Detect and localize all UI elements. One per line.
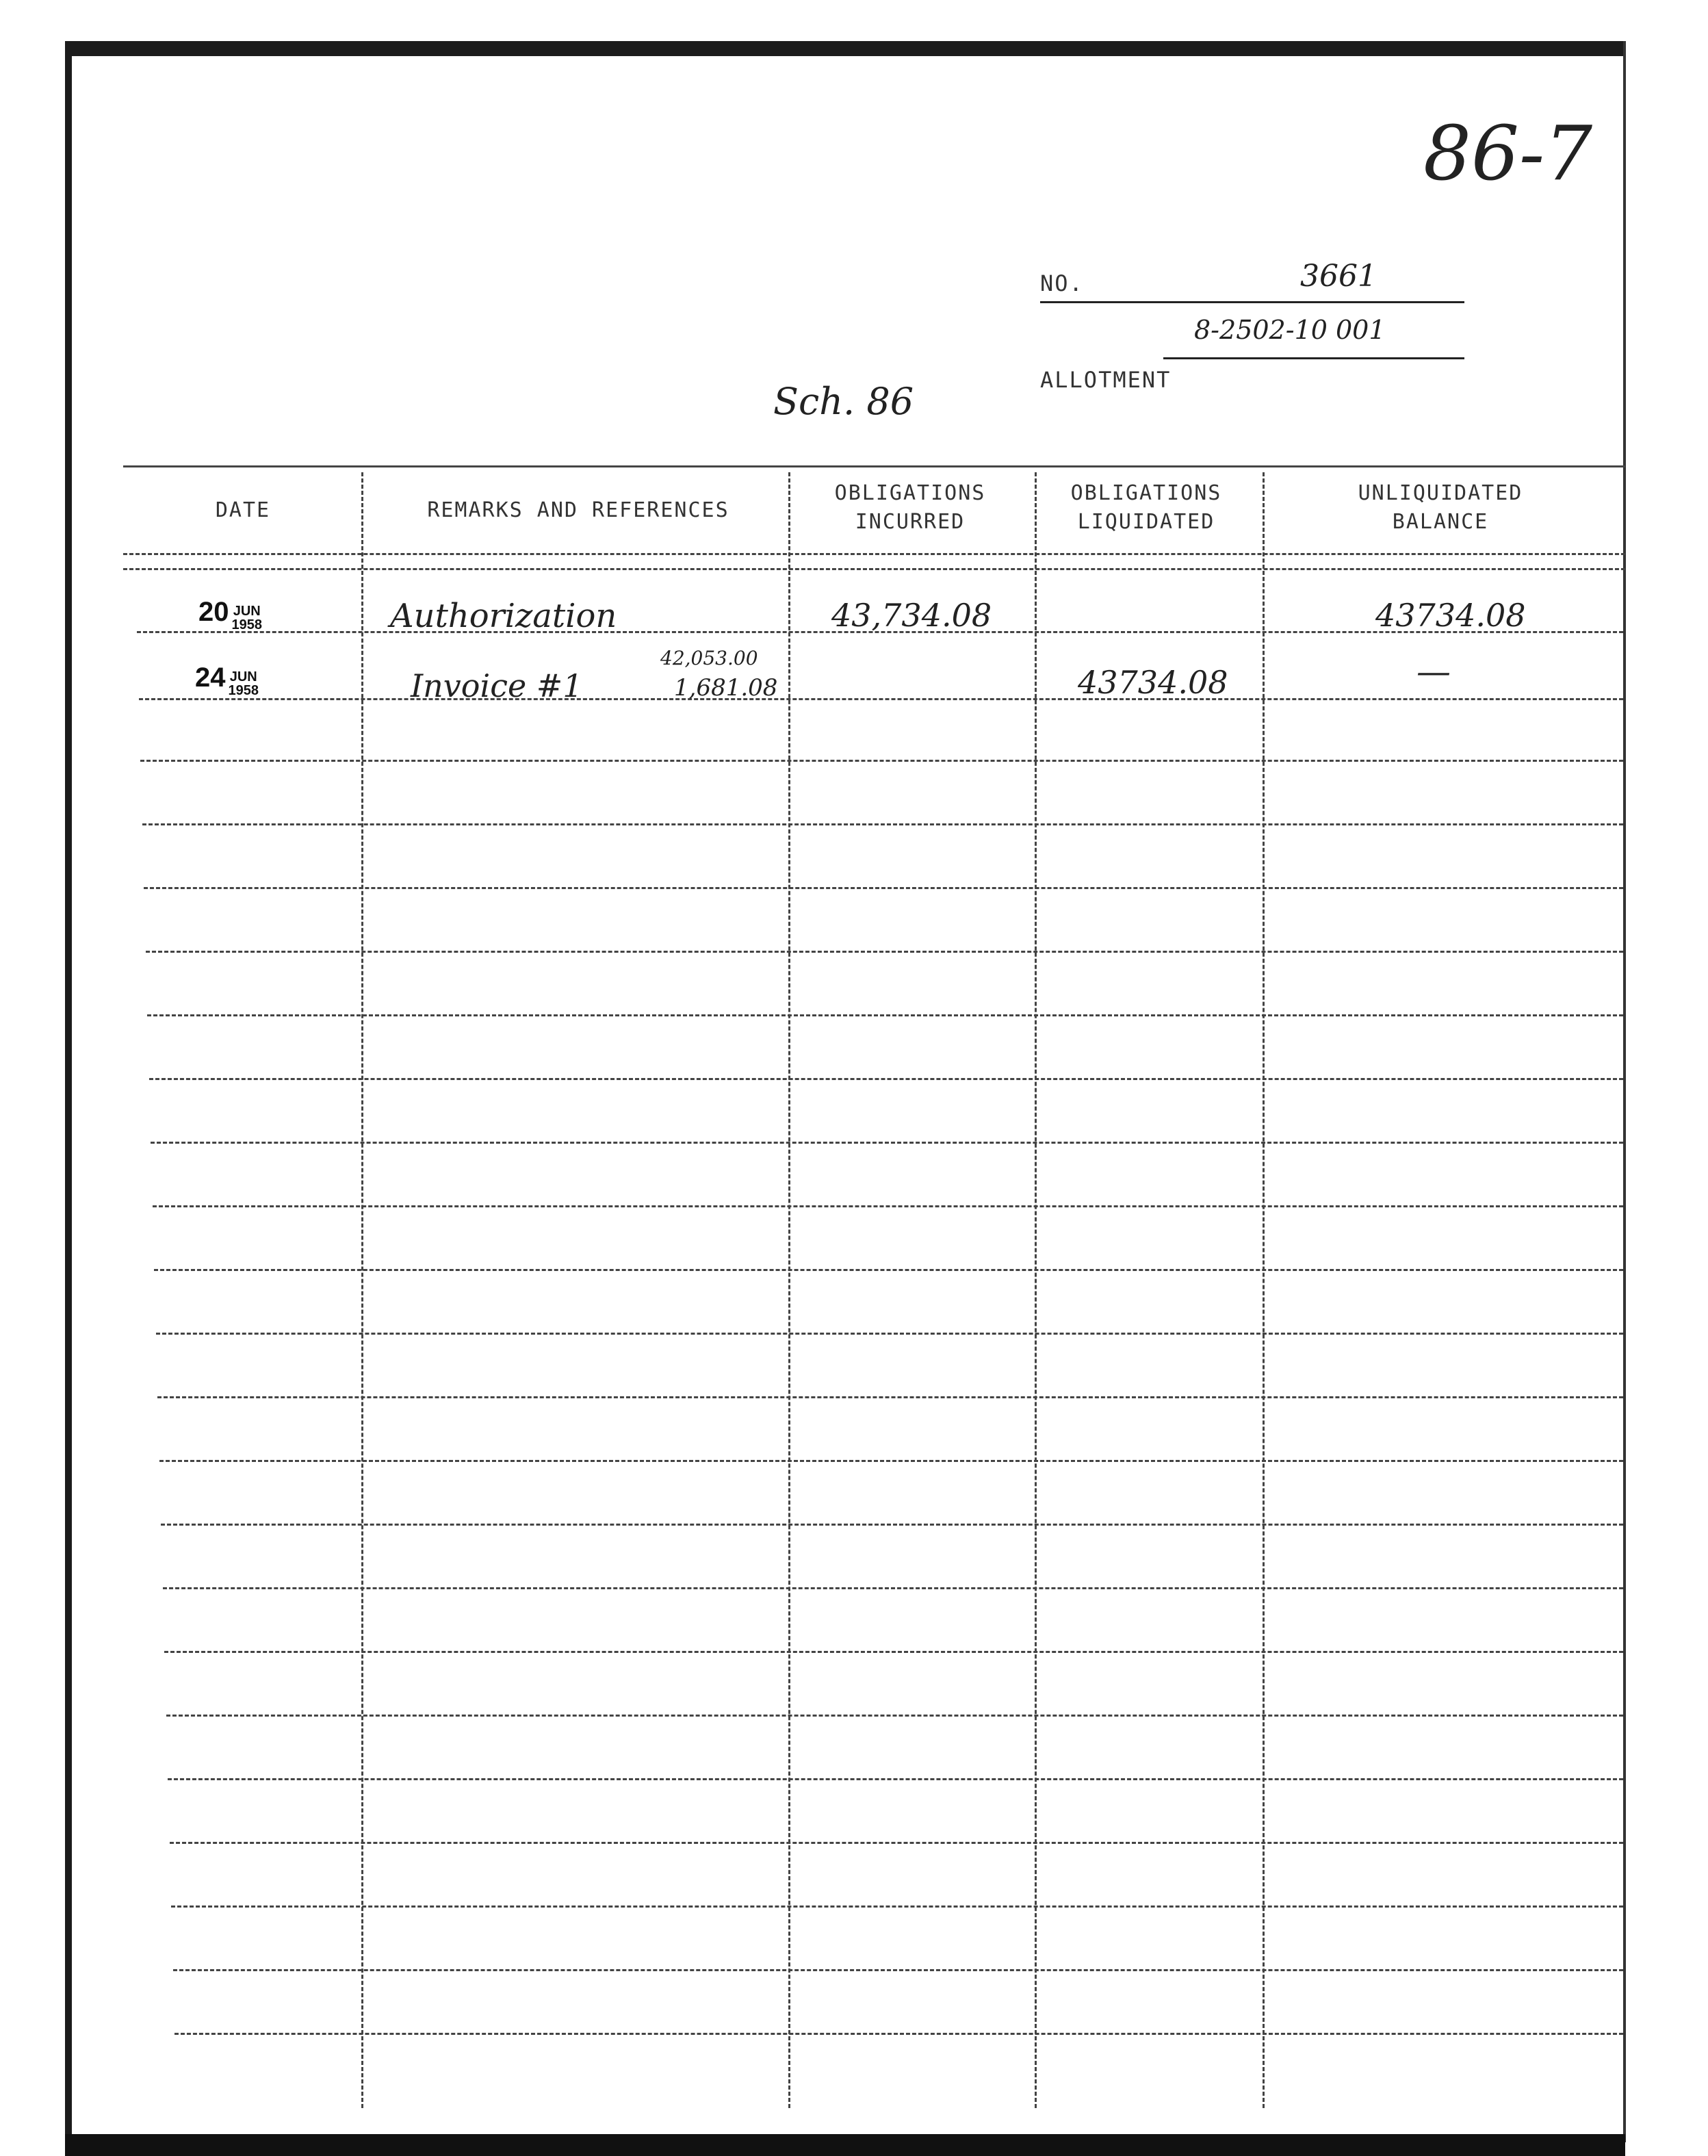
header-bottom-rule [123, 553, 1625, 555]
row-rule [168, 1778, 1623, 1780]
row-rule [164, 1651, 1623, 1653]
allotment-label: ALLOTMENT [1040, 367, 1172, 393]
entry-1-remarks: Authorization [390, 597, 617, 635]
row-rule [171, 1905, 1623, 1908]
col-header-incurred: OBLIGATIONS INCURRED [834, 481, 986, 534]
no-label: NO. [1040, 270, 1084, 296]
row-rule [166, 1715, 1623, 1717]
col-header-balance: UNLIQUIDATED BALANCE [1358, 481, 1523, 534]
entry-2-balance: — [1416, 652, 1451, 691]
row-rule [146, 951, 1623, 953]
no-value: 3661 [1300, 259, 1377, 294]
entry-2-liquidated: 43734.08 [1078, 664, 1228, 701]
scan-left-border [65, 41, 72, 2156]
row-rule [170, 1842, 1623, 1844]
row-rule [149, 1078, 1623, 1080]
entry-2-remarks-amount-top: 42,053.00 [660, 647, 758, 669]
header-bottom-rule-2 [123, 568, 1625, 570]
col-header-remarks: REMARKS AND REFERENCES [427, 498, 729, 522]
col-header-date: DATE [215, 498, 271, 522]
row-rule [144, 887, 1623, 889]
row-rule [153, 1205, 1623, 1207]
allotment-underline [1163, 357, 1464, 359]
divider-remarks-incurred [788, 472, 790, 2108]
row-rule [159, 1460, 1623, 1462]
row-rule [142, 823, 1623, 825]
row-rule [156, 1333, 1623, 1335]
divider-incurred-liquidated [1035, 472, 1037, 2108]
entry-2-remarks-amount-bottom: 1,681.08 [674, 674, 778, 702]
row-rule [161, 1524, 1623, 1526]
row-rule [140, 760, 1623, 762]
entry-1-date: 20 JUN 1958 [198, 597, 262, 632]
scan-right-edge [1623, 41, 1626, 2142]
entry-2-date: 24 JUN 1958 [195, 663, 259, 698]
row-rule [174, 2033, 1623, 2035]
row-rule [139, 698, 1623, 700]
entry-1-balance: 43734.08 [1375, 597, 1526, 634]
side-note: Sch. 86 [773, 380, 914, 423]
row-rule [154, 1269, 1623, 1271]
no-underline [1040, 301, 1464, 303]
row-rule [147, 1014, 1623, 1016]
corner-note: 86-7 [1423, 110, 1593, 197]
row-rule [163, 1587, 1623, 1589]
col-header-liquidated: OBLIGATIONS LIQUIDATED [1070, 481, 1222, 534]
row-rule [157, 1396, 1623, 1398]
entry-1-incurred: 43,734.08 [831, 597, 992, 634]
entry-2-remarks: Invoice #1 [411, 667, 583, 704]
scan-bottom-border [65, 2134, 1625, 2156]
divider-liquidated-balance [1263, 472, 1265, 2108]
scan-top-border [65, 41, 1625, 56]
divider-date-remarks [361, 472, 363, 2108]
row-rule [151, 1142, 1623, 1144]
allotment-value: 8-2502-10 001 [1194, 315, 1386, 345]
row-rule [173, 1969, 1623, 1971]
table-top-rule [123, 465, 1625, 467]
